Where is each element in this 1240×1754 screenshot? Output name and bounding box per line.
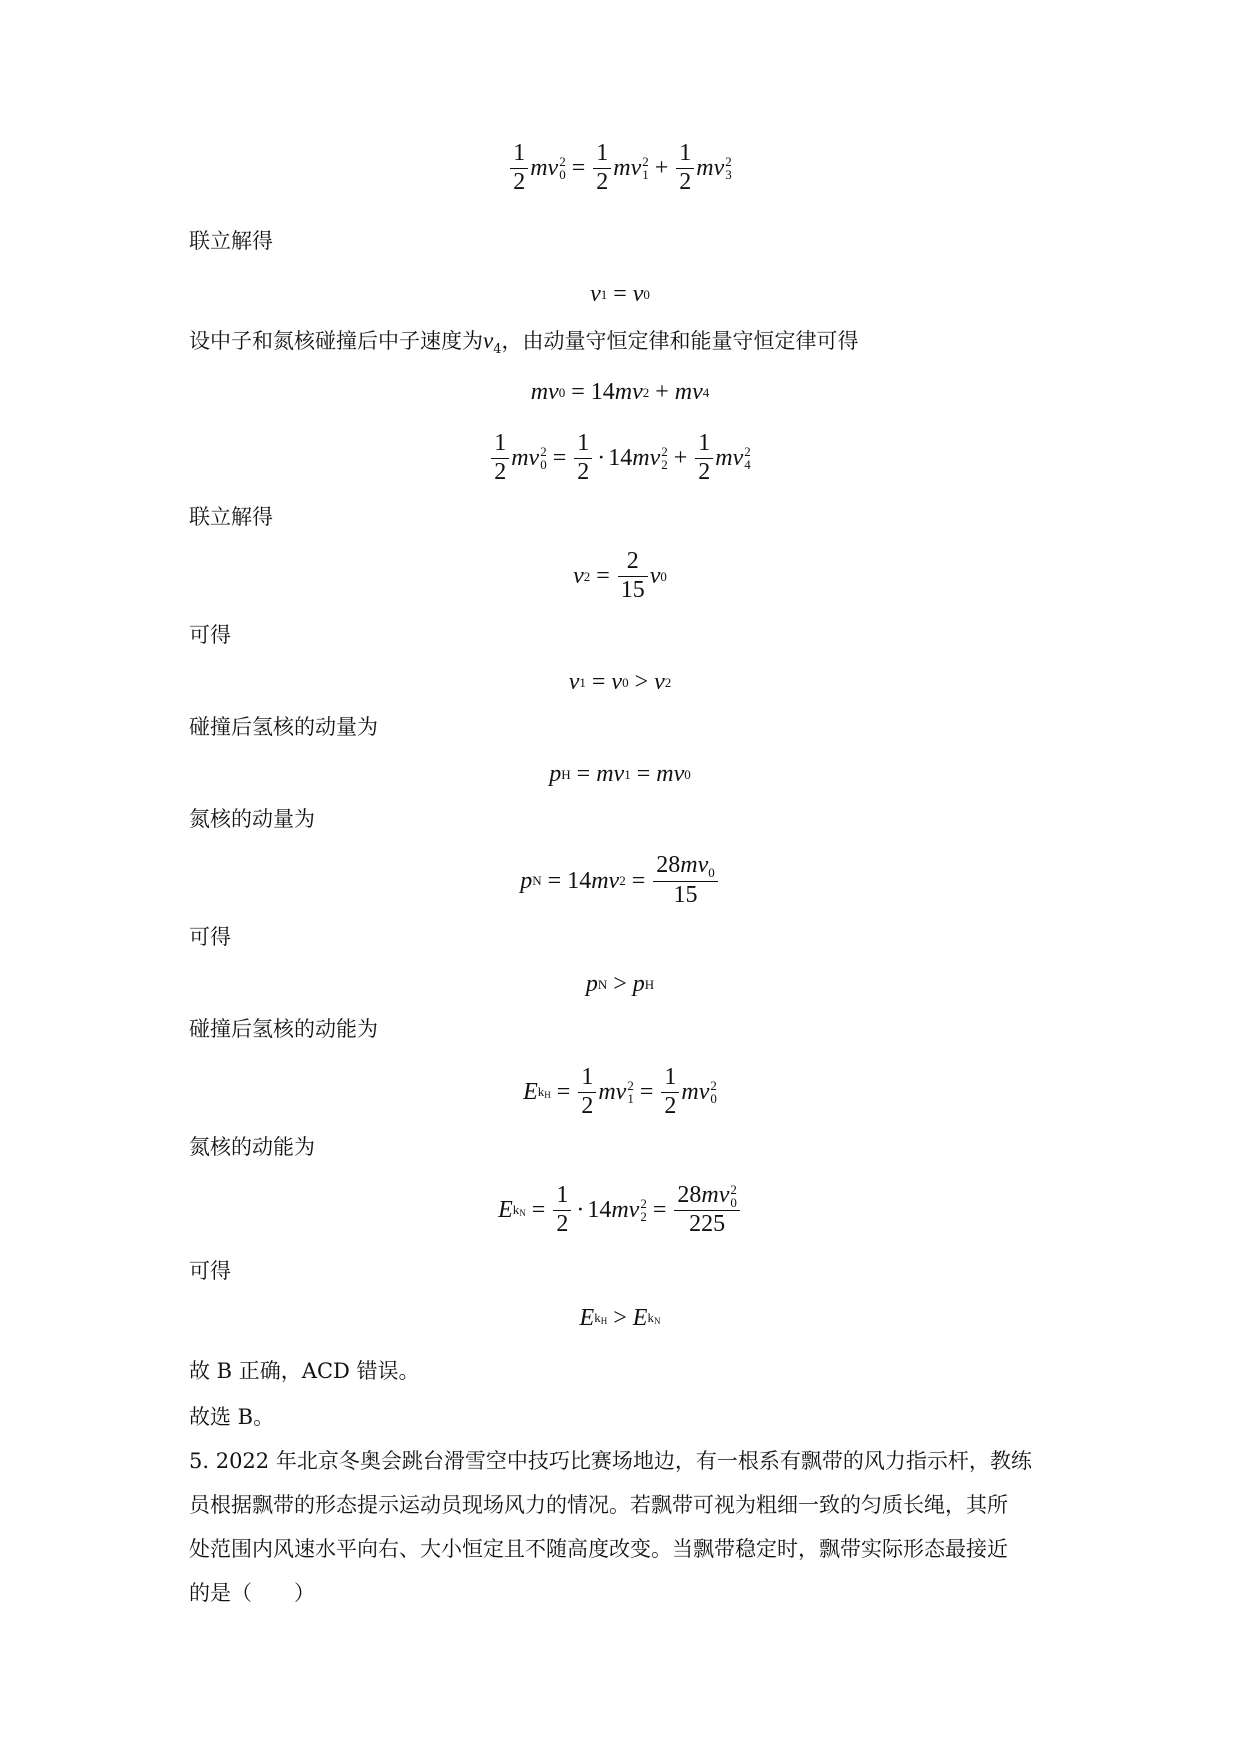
- paragraph-nitrogen-momentum: 氮核的动量为: [189, 807, 315, 831]
- equation-velocity-compare: v 1 = v 0 > v 2: [568, 669, 672, 695]
- equation-energy-conservation-1: $\frac{1}{2}$ m v 2 0 = $\frac{1}{2}$ m v 2 1 + $\frac{1}{2}$ m v 2 3: [0, 140, 1240, 196]
- paragraph-answer: 故选 B。: [189, 1405, 275, 1429]
- paragraph-hydrogen-momentum: 碰撞后氢核的动量为: [189, 715, 378, 739]
- question-5-line-1: 5. 2022 年北京冬奥会跳台滑雪空中技巧比赛场地边，有一根系有飘带的风力指示杆，教练: [189, 1449, 1032, 1473]
- equation-v2-result: v 2 = $\frac{2}{15}$ v 0: [573, 548, 667, 603]
- equation-momentum-conservation: m v 0 = 14 m v 2 + m v 4: [530, 379, 710, 405]
- paragraph-thus-2: 可得: [189, 925, 231, 949]
- question-5-line-4: 的是（ ）: [189, 1581, 315, 1605]
- equation-v1-equals-v0: v 1 = v 0: [590, 281, 650, 307]
- paragraph-nitrogen-energy: 氮核的动能为: [189, 1135, 315, 1159]
- equation-nitrogen-momentum: p N = 14 m v 2 = $\frac{28mv_0}{15}$: [0, 852, 1240, 910]
- paragraph-solve-1: 联立解得: [189, 229, 273, 253]
- paragraph-hydrogen-energy: 碰撞后氢核的动能为: [189, 1017, 378, 1041]
- paragraph-solve-2: 联立解得: [189, 505, 273, 529]
- equation-momentum-compare: p N > p H: [585, 971, 655, 997]
- equation-energy-compare: E kH > E kN: [579, 1305, 661, 1331]
- paragraph-conclusion: 故 B 正确，ACD 错误。: [189, 1359, 420, 1383]
- equation-hydrogen-momentum: p H = m v 1 = m v 0: [549, 761, 691, 787]
- question-5-line-2: 员根据飘带的形态提示运动员现场风力的情况。若飘带可视为粗细一致的匀质长绳，其所: [189, 1493, 1008, 1517]
- equation-hydrogen-kinetic-energy: E kH = $\frac{1}{2}$ m v 2 1 = $\frac{1}{2}$ m v 2 0: [523, 1064, 717, 1119]
- paragraph-thus-3: 可得: [189, 1259, 231, 1283]
- equation-energy-conservation-2: $\frac{1}{2}$ m v 2 0 = $\frac{1}{2}$ · 14 m v 2 2 + $\frac{1}{2}$ m v 2 4: [0, 430, 1240, 486]
- fraction-half: $\frac{1}{2}$: [510, 140, 528, 196]
- question-5-line-3: 处范围内风速水平向右、大小恒定且不随高度改变。当飘带稳定时，飘带实际形态最接近: [189, 1537, 1008, 1561]
- paragraph-neutron-nitrogen: 设中子和氮核碰撞后中子速度为$v_4$，由动量守恒定律和能量守恒定律可得: [189, 328, 859, 357]
- equation-nitrogen-kinetic-energy: E kN = $\frac{1}{2}$ · 14 m v 2 2 = 28mv 2 0 225: [0, 1182, 1240, 1238]
- paragraph-thus-1: 可得: [189, 623, 231, 647]
